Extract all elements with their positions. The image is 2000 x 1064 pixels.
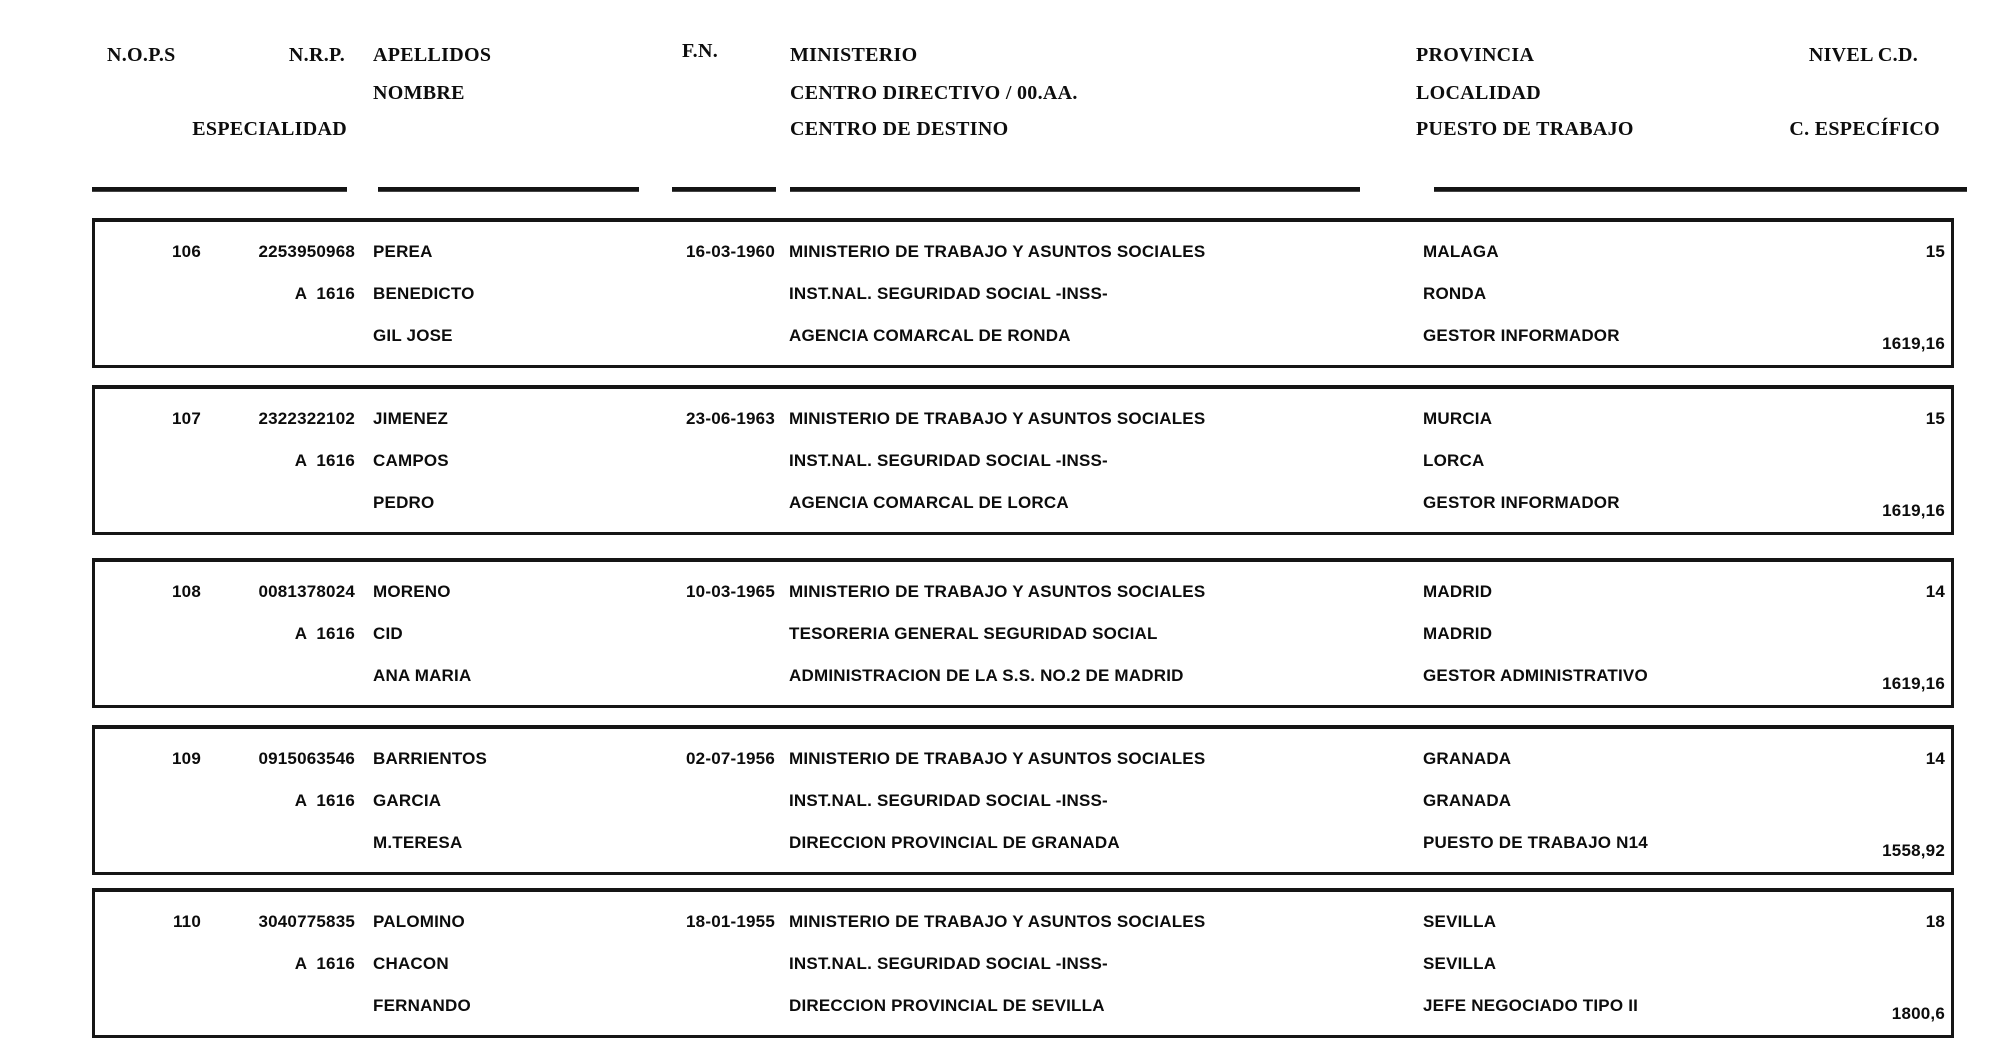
cell-ministerio: MINISTERIO DE TRABAJO Y ASUNTOS SOCIALES bbox=[789, 749, 1206, 768]
cell-apellidos-1: JIMENEZ bbox=[373, 409, 449, 428]
header-localidad: LOCALIDAD bbox=[1416, 82, 1541, 104]
cell-nrp: 2253950968 bbox=[258, 242, 355, 261]
cell-puesto: GESTOR ADMINISTRATIVO bbox=[1423, 666, 1648, 685]
cell-nops: 108 bbox=[172, 582, 201, 601]
cell-nops: 110 bbox=[172, 912, 201, 931]
cell-ministerio: MINISTERIO DE TRABAJO Y ASUNTOS SOCIALES bbox=[789, 409, 1206, 428]
record-row bbox=[92, 888, 1954, 1038]
cell-puesto: JEFE NEGOCIADO TIPO II bbox=[1423, 996, 1639, 1015]
header-apellidos: APELLIDOS bbox=[373, 44, 492, 66]
cell-nivel: 15 bbox=[1925, 409, 1945, 428]
cell-apellidos-1: MORENO bbox=[373, 582, 451, 601]
cell-provincia: MURCIA bbox=[1423, 409, 1493, 428]
header-provincia: PROVINCIA bbox=[1416, 44, 1535, 66]
cell-apellidos-2: BENEDICTO bbox=[373, 284, 475, 303]
cell-localidad: MADRID bbox=[1423, 624, 1493, 643]
cell-especialidad: A 1616 bbox=[294, 451, 355, 470]
cell-nivel: 14 bbox=[1925, 582, 1945, 601]
cell-ministerio: MINISTERIO DE TRABAJO Y ASUNTOS SOCIALES bbox=[789, 582, 1206, 601]
cell-nops: 106 bbox=[172, 242, 201, 261]
cell-nombre: FERNANDO bbox=[373, 996, 471, 1015]
cell-nombre: M.TERESA bbox=[373, 833, 463, 852]
cell-especifico: 1619,16 bbox=[1882, 674, 1945, 693]
header-nivel: NIVEL C.D. bbox=[1808, 44, 1918, 66]
header-especifico: C. ESPECÍFICO bbox=[1789, 118, 1940, 140]
cell-especialidad: A 1616 bbox=[294, 791, 355, 810]
cell-nrp: 0081378024 bbox=[258, 582, 355, 601]
header-puesto: PUESTO DE TRABAJO bbox=[1416, 118, 1634, 140]
cell-especialidad: A 1616 bbox=[294, 284, 355, 303]
cell-puesto: PUESTO DE TRABAJO N14 bbox=[1423, 833, 1648, 852]
cell-centro-directivo: INST.NAL. SEGURIDAD SOCIAL -INSS- bbox=[789, 451, 1108, 470]
cell-nops: 109 bbox=[172, 749, 201, 768]
cell-nrp: 0915063546 bbox=[258, 749, 355, 768]
cell-ministerio: MINISTERIO DE TRABAJO Y ASUNTOS SOCIALES bbox=[789, 242, 1206, 261]
cell-localidad: LORCA bbox=[1423, 451, 1485, 470]
cell-apellidos-1: PEREA bbox=[373, 242, 433, 261]
cell-provincia: MADRID bbox=[1423, 582, 1493, 601]
cell-especifico: 1619,16 bbox=[1882, 334, 1945, 353]
cell-centro-directivo: TESORERIA GENERAL SEGURIDAD SOCIAL bbox=[789, 624, 1158, 643]
cell-centro-directivo: INST.NAL. SEGURIDAD SOCIAL -INSS- bbox=[789, 791, 1108, 810]
cell-apellidos-2: CAMPOS bbox=[373, 451, 449, 470]
cell-localidad: GRANADA bbox=[1423, 791, 1512, 810]
header-fn: F.N. bbox=[682, 40, 719, 62]
cell-centro-destino: AGENCIA COMARCAL DE RONDA bbox=[789, 326, 1071, 345]
cell-fn: 10-03-1965 bbox=[686, 582, 775, 601]
cell-especifico: 1619,16 bbox=[1882, 501, 1945, 520]
header-nops: N.O.P.S bbox=[107, 44, 176, 66]
cell-apellidos-2: CID bbox=[373, 624, 403, 643]
header-centro-destino: CENTRO DE DESTINO bbox=[790, 118, 1009, 140]
cell-fn: 02-07-1956 bbox=[686, 749, 775, 768]
header-rule-segment bbox=[672, 187, 776, 192]
header-nrp: N.R.P. bbox=[288, 44, 345, 66]
cell-especialidad: A 1616 bbox=[294, 954, 355, 973]
cell-ministerio: MINISTERIO DE TRABAJO Y ASUNTOS SOCIALES bbox=[789, 912, 1206, 931]
cell-apellidos-2: CHACON bbox=[373, 954, 449, 973]
cell-nrp: 3040775835 bbox=[258, 912, 355, 931]
cell-nivel: 14 bbox=[1925, 749, 1945, 768]
cell-apellidos-2: GARCIA bbox=[373, 791, 442, 810]
cell-especifico: 1800,6 bbox=[1891, 1004, 1945, 1023]
cell-apellidos-1: BARRIENTOS bbox=[373, 749, 488, 768]
cell-nivel: 15 bbox=[1925, 242, 1945, 261]
header-centro-directivo: CENTRO DIRECTIVO / 00.AA. bbox=[790, 82, 1078, 104]
cell-especifico: 1558,92 bbox=[1882, 841, 1945, 860]
cell-nombre: GIL JOSE bbox=[373, 326, 453, 345]
cell-apellidos-1: PALOMINO bbox=[373, 912, 465, 931]
cell-fn: 23-06-1963 bbox=[686, 409, 775, 428]
header-ministerio: MINISTERIO bbox=[790, 44, 918, 66]
cell-puesto: GESTOR INFORMADOR bbox=[1423, 493, 1620, 512]
cell-fn: 16-03-1960 bbox=[686, 242, 775, 261]
cell-nivel: 18 bbox=[1925, 912, 1945, 931]
record-row bbox=[92, 558, 1954, 708]
cell-centro-directivo: INST.NAL. SEGURIDAD SOCIAL -INSS- bbox=[789, 284, 1108, 303]
header-rule-segment bbox=[92, 187, 347, 192]
cell-puesto: GESTOR INFORMADOR bbox=[1423, 326, 1620, 345]
cell-centro-destino: DIRECCION PROVINCIAL DE SEVILLA bbox=[789, 996, 1105, 1015]
header-rule-segment bbox=[378, 187, 639, 192]
header-nombre: NOMBRE bbox=[373, 82, 465, 104]
header-especialidad: ESPECIALIDAD bbox=[192, 118, 347, 140]
cell-provincia: GRANADA bbox=[1423, 749, 1512, 768]
record-row bbox=[92, 725, 1954, 875]
header-rule-segment bbox=[1434, 187, 1967, 192]
cell-centro-destino: ADMINISTRACION DE LA S.S. NO.2 DE MADRID bbox=[789, 666, 1184, 685]
cell-nrp: 2322322102 bbox=[258, 409, 355, 428]
record-row bbox=[92, 218, 1954, 368]
cell-nombre: ANA MARIA bbox=[373, 666, 472, 685]
cell-localidad: RONDA bbox=[1423, 284, 1487, 303]
cell-provincia: MALAGA bbox=[1423, 242, 1499, 261]
record-row bbox=[92, 385, 1954, 535]
cell-provincia: SEVILLA bbox=[1423, 912, 1497, 931]
cell-nops: 107 bbox=[172, 409, 201, 428]
cell-centro-destino: AGENCIA COMARCAL DE LORCA bbox=[789, 493, 1069, 512]
cell-centro-directivo: INST.NAL. SEGURIDAD SOCIAL -INSS- bbox=[789, 954, 1108, 973]
cell-nombre: PEDRO bbox=[373, 493, 435, 512]
cell-localidad: SEVILLA bbox=[1423, 954, 1497, 973]
header-rule-segment bbox=[790, 187, 1360, 192]
cell-centro-destino: DIRECCION PROVINCIAL DE GRANADA bbox=[789, 833, 1120, 852]
cell-especialidad: A 1616 bbox=[294, 624, 355, 643]
cell-fn: 18-01-1955 bbox=[686, 912, 775, 931]
